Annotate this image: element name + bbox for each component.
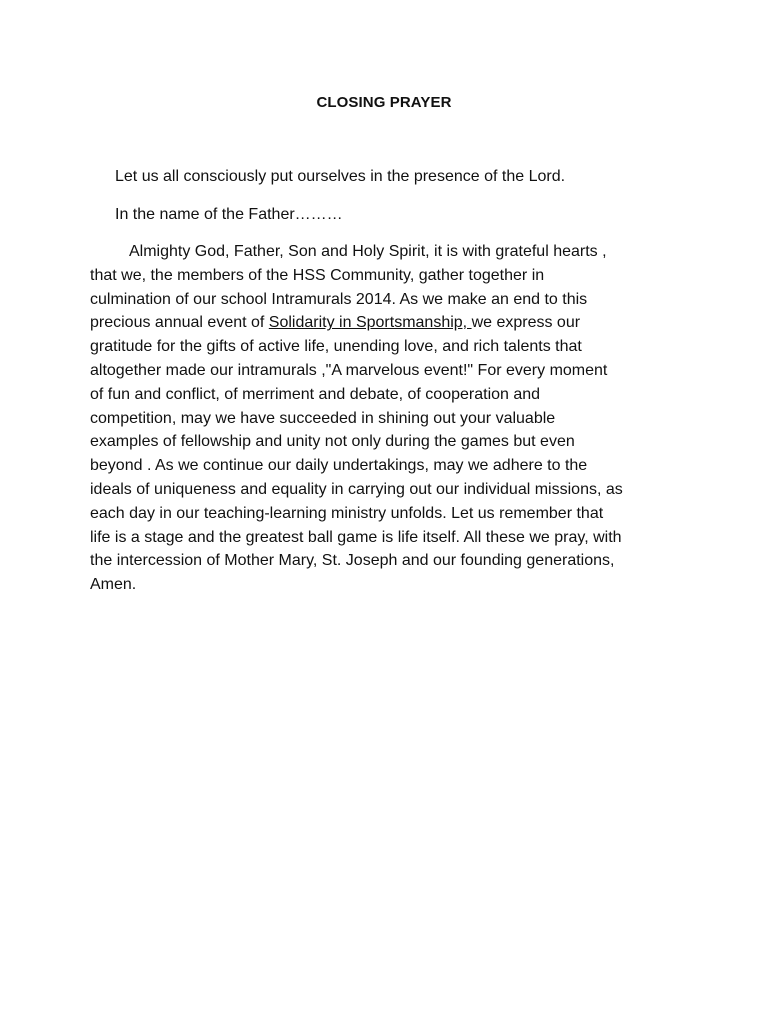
prayer-line: beyond . As we continue our daily undertakings, may we adhere to the xyxy=(90,457,588,475)
prayer-line: that we, the members of the HSS Community, gather together in xyxy=(90,266,545,284)
prayer-line: gratitude for the gifts of active life, unending love, and rich talents that xyxy=(90,338,582,356)
underlined-theme: Solidarity in Sportsmanship, xyxy=(268,314,472,332)
document-title: CLOSING PRAYER xyxy=(316,94,452,111)
prayer-paragraph xyxy=(90,240,690,597)
prayer-line: of fun and conflict, of merriment and debate, of cooperation and xyxy=(90,385,541,403)
prayer-line: Almighty God, Father, Son and Holy Spirit, it is with grateful hearts , xyxy=(129,243,607,260)
prayer-line: altogether made our intramurals ,"A marvelous event!" For every moment xyxy=(90,361,608,379)
prayer-line: examples of fellowship and unity not only during the games but even xyxy=(90,433,575,451)
prayer-line: the intercession of Mother Mary, St. Joseph and our founding generations, xyxy=(90,552,615,570)
invocation-line: In the name of the Father……… xyxy=(115,206,343,223)
prayer-line-segment: we express our xyxy=(471,314,581,332)
prayer-line: culmination of our school Intramurals 2014. As we make an end to this xyxy=(90,290,588,308)
prayer-line: each day in our teaching-learning ministry unfolds. Let us remember that xyxy=(90,504,604,522)
prayer-line: competition, may we have succeeded in shining out your valuable xyxy=(90,409,556,427)
prayer-line: Amen. xyxy=(90,576,137,594)
prayer-line xyxy=(90,311,690,335)
opening-line: Let us all consciously put ourselves in the presence of the Lord. xyxy=(115,168,566,185)
prayer-line: life is a stage and the greatest ball game is life itself. All these we pray, with xyxy=(90,528,622,546)
prayer-line: ideals of uniqueness and equality in carrying out our individual missions, as xyxy=(90,480,623,498)
prayer-line-segment: precious annual event of xyxy=(90,314,269,332)
